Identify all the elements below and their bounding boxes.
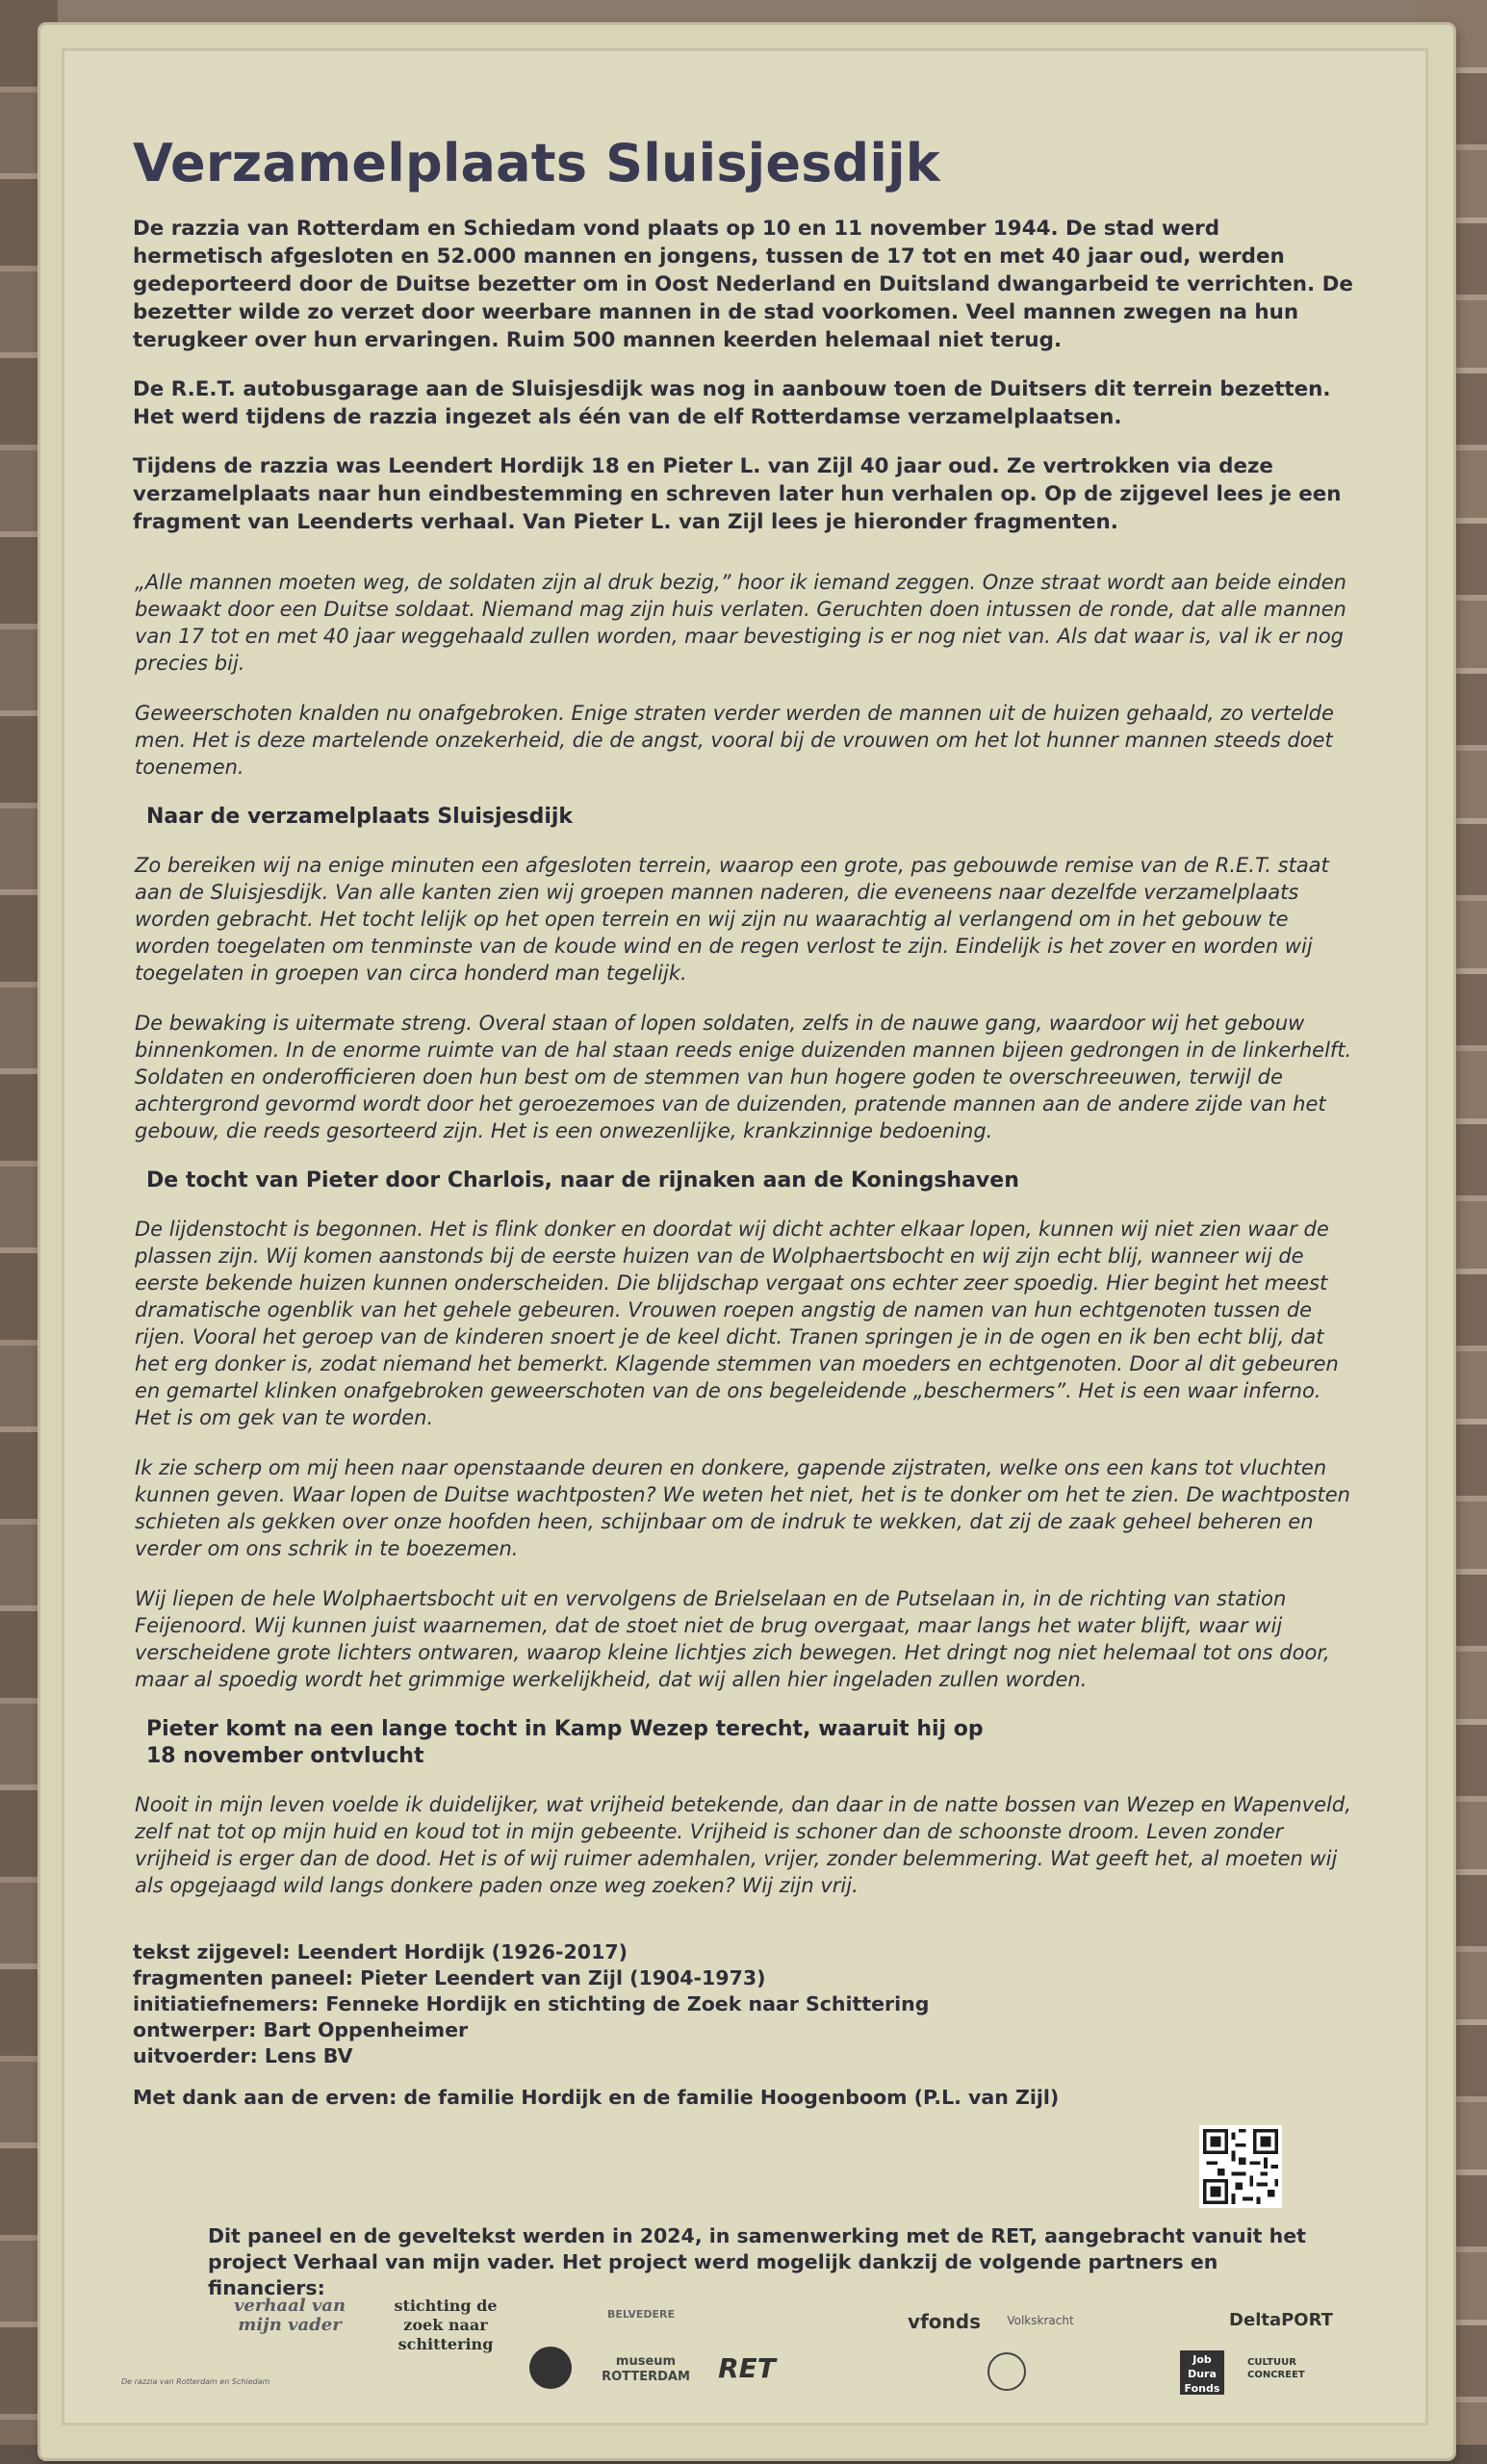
intro-paragraph: De razzia van Rotterdam en Schiedam vond plaats op 10 en 11 november 1944. De stad werd hermetisch afgesloten en 52.000 mannen en jongens, tussen de 17 tot en met 40 jaar oud, werden gedeporteerd door de Duitse bezetter om in Oost Nederland en Duitsland dwangarbeid te verrichten. De bezetter wilde zo verzet door weerbare mannen in de stad voorkomen. Veel mannen zwegen na hun terugkeer over hun ervaringen. Ruim 500 mannen keerden helemaal niet terug. [133, 217, 1353, 352]
section-heading: Naar de verzamelplaats Sluisjesdijk [146, 805, 574, 829]
credit-line: uitvoerder: Lens BV [133, 2044, 353, 2067]
story-paragraph: De bewaking is uitermate streng. Overal staan of lopen soldaten, zelfs in de nauwe gang, waardoor wij het gebouw binnenkomen. In de enorme ruimte van de hal staan reeds enige duizenden mannen bijeen gedrongen in de linkerhelft. Soldaten en onderofficieren doen hun best om de stemmen van hun hogere goden te overschreeuwen, terwijl de achtergrond gevormd wordt door het geroezemoes van de duizenden, pratende mannen aan de andere zijde van het gebouw, die reeds gesorteerd zijn. Het is een onwezenlijke, krankzinnige bedoening. [135, 1012, 1352, 1142]
intro-paragraph: De R.E.T. autobusgarage aan de Sluisjesdijk was nog in aanbouw toen de Duitsers dit terrein bezetten. Het werd tijdens de razzia ingezet als één van de elf Rotterdamse verzamelplaatsen. [133, 377, 1331, 429]
thanks-line: Met dank aan de erven: de familie Hordijk en de familie Hoogenboom (P.L. van Zijl) [133, 2086, 1060, 2109]
credit-line: fragmenten paneel: Pieter Leendert van Zijl (1904-1973) [133, 1966, 766, 1989]
credit-line: tekst zijgevel: Leendert Hordijk (1926-2017) [133, 1940, 628, 1964]
logo-circle [529, 2347, 572, 2389]
logo-jobdura: Job Dura Fonds [1180, 2350, 1224, 2395]
story-section [133, 569, 1355, 1899]
logo-volkskracht: Volkskracht [1007, 2314, 1074, 2327]
sign-content [133, 133, 1355, 2111]
logo-verhaal: verhaal van mijn vader [233, 2296, 346, 2335]
logo-deltaport: DeltaPORT [1229, 2310, 1333, 2330]
section-heading: Pieter komt na een lange tocht in Kamp Wezep terecht, waaruit hij op 18 november ontvlucht [146, 1717, 984, 1768]
qr-code[interactable] [1199, 2125, 1282, 2208]
story-paragraph: „Alle mannen moeten weg, de soldaten zijn al druk bezig,” hoor ik iemand zeggen. Onze straat wordt aan beide einden bewaakt door een Duitse soldaat. Niemand mag zijn huis verlaten. Geruchten doen intussen de ronde, dat alle mannen van 17 tot en met 40 jaar weggehaald zullen worden, maar bevestiging is er nog niet van. Als dat waar is, val ik er nog precies bij. [135, 571, 1346, 675]
footer-text: Dit paneel en de geveltekst werden in 2024, in samenwerking met de RET, aangebracht vanuit het project Verhaal van mijn vader. Het project werd mogelijk dankzij de volgende partners en financiers: [208, 2224, 1306, 2299]
logo-tagline: De razzia van Rotterdam en Schiedam [121, 2377, 270, 2386]
logo-museum: museum ROTTERDAM [602, 2354, 690, 2384]
page-title: Verzamelplaats Sluisjesdijk [133, 133, 940, 193]
logo-ret: RET [718, 2352, 776, 2384]
logo-belvedere: BELVEDERE [606, 2308, 676, 2321]
logo-vfonds: vfonds [908, 2310, 981, 2333]
story-paragraph: De lijdenstocht is begonnen. Het is flink donker en doordat wij dicht achter elkaar lopen, kunnen wij niet zien waar de plassen zijn. Wij komen aanstonds bij de eerste huizen van de Wolphaertsbocht en wij zijn echt blij, wanneer wij de eerste bekende huizen kunnen onderscheiden. Die blijdschap vergaat ons echter zeer spoedig. Hier begint het meest dramatische ogenblik van het gehele gebeuren. Vrouwen roepen angstig de namen van hun echtgenoten tussen de rijen. Vooral het geroep van de kinderen snoert je de keel dicht. Tranen springen je in de ogen en ik ben echt blij, dat het erg donker is, zodat niemand het bemerkt. Klagende stemmen van moeders en echtgenoten. Door al dit gebeuren en gemartel klinken onafgebroken geweerschoten van de ons begeleidende „beschermers”. Het is een waar inferno. Het is om gek van te worden. [135, 1218, 1339, 1429]
section-heading: De tocht van Pieter door Charlois, naar de rijnaken aan de Koningshaven [146, 1168, 1019, 1193]
story-paragraph: Nooit in mijn leven voelde ik duidelijker, wat vrijheid betekende, dan daar in de natte bossen van Wezep en Wapenveld, zelf nat tot op mijn huid en koud tot in mijn gebeente. Vrijheid is schoner dan de schoonste droom. Leven zonder vrijheid is erger dan de dood. Het is of wij ruimer ademhalen, vrijer, zonder belemmering. Wat geeft het, al moeten wij als opgejaagd wild langs donkere paden onze weg zoeken? Wij zijn vrij. [135, 1793, 1351, 1897]
partner-logos [121, 2297, 1372, 2402]
story-paragraph: Wij liepen de hele Wolphaertsbocht uit en vervolgens de Brielselaan en de Putselaan in, in de richting van station Feijenoord. Wij kunnen juist waarnemen, dat de stoet niet de brug overgaat, maar langs het water blijft, waar wij verscheidene grote lichters ontwaren, waarop kleine lichtjes zich bewegen. Het dringt nog niet helemaal tot ons door, maar al spoedig wordt het grimmige werkelijkheid, dat wij allen hier ingeladen zullen worden. [135, 1587, 1330, 1691]
credit-line: ontwerper: Bart Oppenheimer [133, 2018, 469, 2041]
logo-stichting: stichting de zoek naar schittering [394, 2297, 498, 2353]
logo-circle-e [987, 2352, 1026, 2391]
story-paragraph: Geweerschoten knalden nu onafgebroken. Enige straten verder werden de mannen uit de huizen gehaald, zo vertelde men. Het is deze martelende onzekerheid, die de angst, vooral bij de vrouwen om het lot hunner mannen steeds doet toenemen. [135, 702, 1334, 779]
story-paragraph: Ik zie scherp om mij heen naar openstaande deuren en donkere, gapende zijstraten, welke ons een kans tot vluchten kunnen geven. Waar lopen de Duitse wachtposten? We weten het niet, het is te donker om het te zien. De wachtposten schieten als gekken over onze hoofden heen, schijnbaar om de indruk te wekken, dat zij de zaak geheel beheren en verder om ons schrik in te boezemen. [135, 1456, 1350, 1560]
logo-cultuur: CULTUUR CONCREET [1247, 2357, 1305, 2380]
credits-section [133, 1939, 1355, 2111]
intro-paragraph: Tijdens de razzia was Leendert Hordijk 18 en Pieter L. van Zijl 40 jaar oud. Ze vertrokken via deze verzamelplaats naar hun eindbestemming en schreven later hun verhalen op. Op de zijgevel lees je een fragment van Leenderts verhaal. Van Pieter L. van Zijl lees je hieronder fragmenten. [133, 454, 1342, 534]
intro-section [133, 215, 1355, 536]
credit-line: initiatiefnemers: Fenneke Hordijk en stichting de Zoek naar Schittering [133, 1992, 930, 2015]
story-paragraph: Zo bereiken wij na enige minuten een afgesloten terrein, waarop een grote, pas gebouwde remise van de R.E.T. staat aan de Sluisjesdijk. Van alle kanten zien wij groepen mannen naderen, die eveneens naar dezelfde verzamelplaats worden gebracht. Het tocht lelijk op het open terrein en wij zijn nu waarachtig al verlangend om in het gebouw te worden toegelaten om tenminste van de koude wind en de regen verlost te zijn. Eindelijk is het zover en worden wij toegelaten in groepen van circa honderd man tegelijk. [135, 854, 1329, 985]
